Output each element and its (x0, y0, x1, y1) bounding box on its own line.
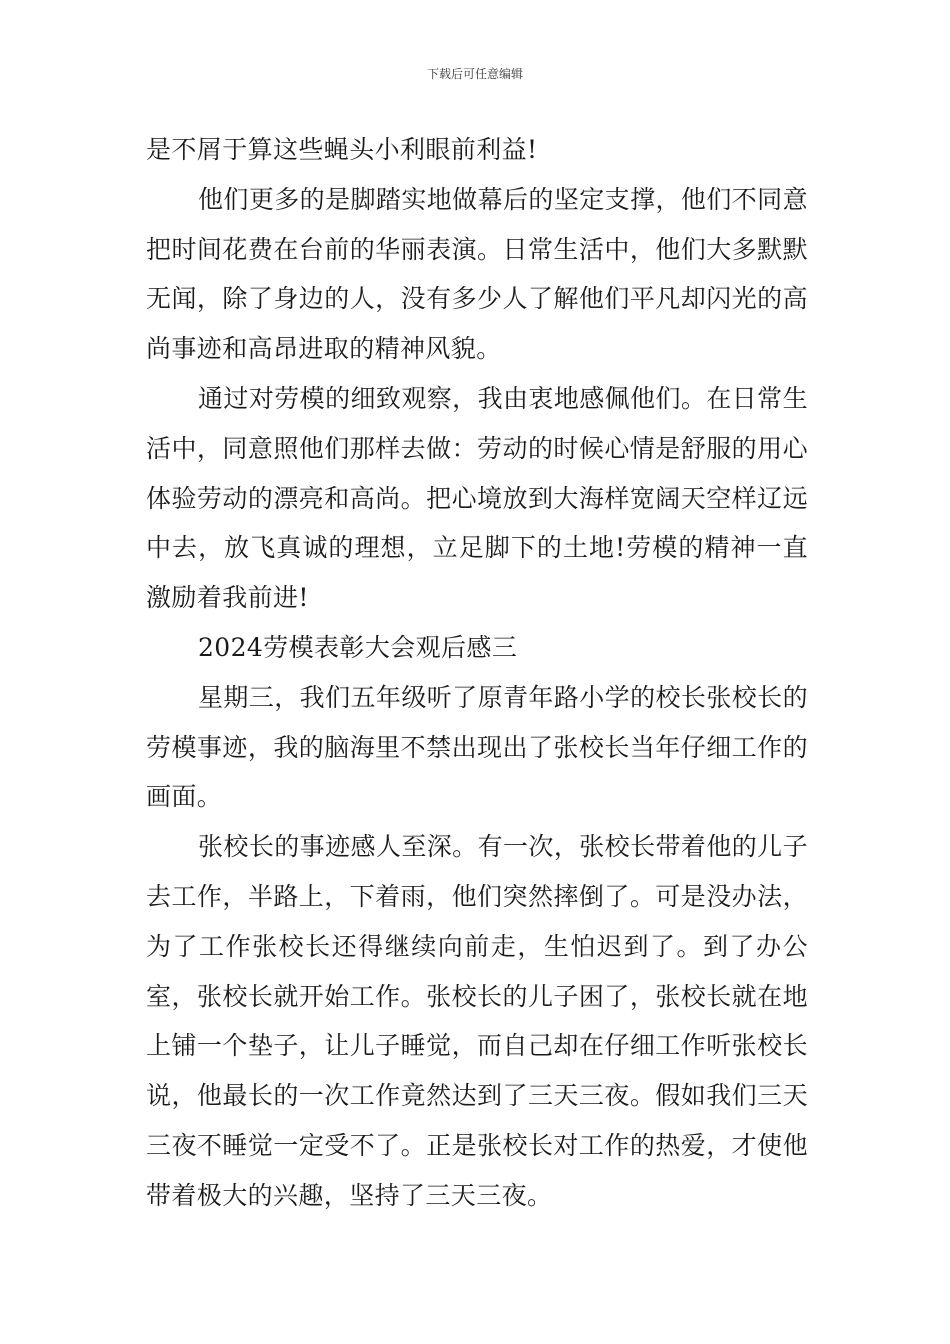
paragraph: 张校长的事迹感人至深。有一次，张校长带着他的儿子去工作，半路上，下着雨，他们突然摔倒了。可是没办法，为了工作张校长还得继续向前走，生怕迟到了。到了办公室，张校长就开始工作。张校长的儿子困了，张校长就在地上铺一个垫子，让儿子睡觉，而自己却在仔细工作听张校长说，他最长的一次工作竟然达到了三天三夜。假如我们三天三夜不睡觉一定受不了。正是张校长对工作的热爱，才使他带着极大的兴趣，坚持了三天三夜。 (146, 832, 808, 1210)
document-body (146, 125, 808, 1221)
paragraph: 星期三，我们五年级听了原青年路小学的校长张校长的劳模事迹，我的脑海里不禁出现出了张校长当年仔细工作的画面。 (146, 682, 808, 812)
paragraph: 他们更多的是脚踏实地做幕后的坚定支撑，他们不同意把时间花费在台前的华丽表演。日常生活中，他们大多默默无闻，除了身边的人，没有多少人了解他们平凡却闪光的高尚事迹和高昂进取的精神风貌。 (146, 184, 808, 364)
paragraph: 是不屑于算这些蝇头小利眼前利益! (146, 135, 538, 164)
paragraph: 通过对劳模的细致观察，我由衷地感佩他们。在日常生活中，同意照他们那样去做：劳动的时候心情是舒服的用心体验劳动的漂亮和高尚。把心境放到大海样宽阔天空样辽远中去，放飞真诚的理想，立足脚下的土地!劳模的精神一直激励着我前进! (146, 383, 808, 613)
section-heading: 2024劳模表彰大会观后感三 (198, 632, 518, 662)
page-header-note: 下载后可任意编辑 (426, 67, 523, 81)
